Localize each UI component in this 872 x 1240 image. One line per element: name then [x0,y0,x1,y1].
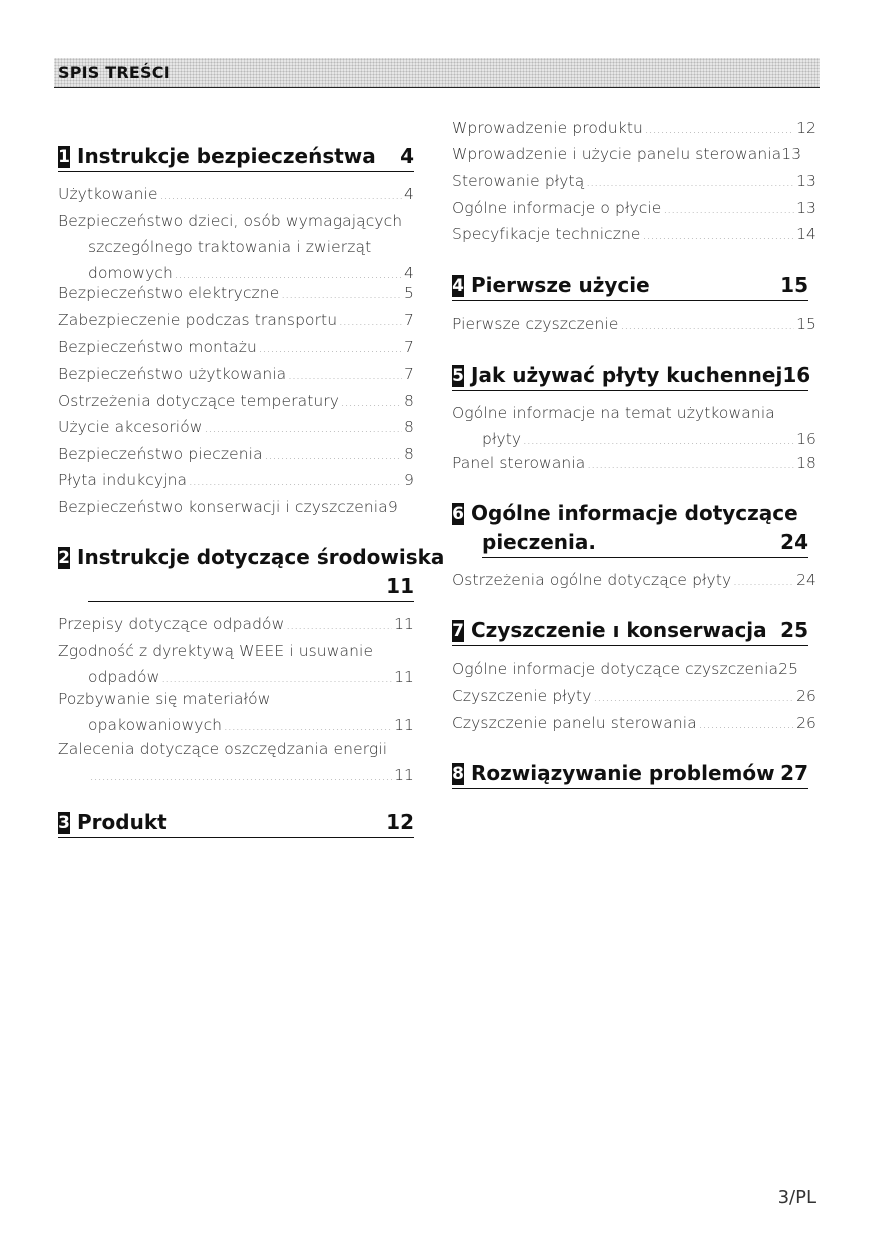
entry-label: Użycie akcesoriów [58,418,203,436]
section-page: 4 [400,144,414,168]
section-page: 11 [386,574,414,598]
entry-label: Bezpieczeństwo pieczenia [58,445,263,463]
dot-leader [663,197,794,223]
entry-label: opakowaniowych [88,716,223,734]
entry-label: płyty [482,430,522,448]
dot-leader [90,764,392,790]
section-number-badge: 2 [58,548,70,568]
toc-header-bar [54,58,820,88]
toc-entry[interactable] [58,181,414,209]
dot-leader [281,282,402,308]
toc-title: SPIS TREŚCI [58,63,170,82]
section-title: Instrukcje dotyczące środowiska [77,545,445,569]
entry-label: Przepisy dotyczące odpadów [58,615,285,633]
entry-label: Bezpieczeństwo dzieci, osób wymagających [58,212,403,230]
section-number-badge: 7 [452,621,464,641]
toc-entry[interactable] [58,307,414,335]
toc-entry[interactable] [58,686,414,740]
entry-page: 24 [796,571,816,589]
toc-entry[interactable] [452,195,816,223]
section-title-cont: pieczenia. [482,530,596,554]
entry-label: odpadów [88,668,160,686]
dot-leader [643,223,794,249]
dot-leader [645,117,794,143]
toc-entry[interactable] [58,388,414,416]
entry-page: 4 [404,185,414,203]
toc-entry[interactable] [58,414,414,442]
entry-page: 16 [796,430,816,448]
section-title: Jak używać płyty kuchennej [471,363,783,387]
entry-label: Ogólne informacje na temat użytkowania [452,404,775,422]
section-title: Ogólne informacje dotyczące [471,501,798,525]
section-heading-5[interactable] [452,361,811,391]
entry-label: Bezpieczeństwo konserwacji i czyszczenia [58,498,388,516]
entry-page: 11 [394,668,414,686]
entry-label: Ogólne informacje dotyczące czyszczenia [452,660,779,678]
section-heading-6[interactable] [452,499,808,558]
section-number-badge: 3 [58,813,70,833]
toc-entry[interactable] [452,311,816,339]
section-page: 27 [780,761,808,785]
section-title: Rozwiązywanie problemów [471,761,775,785]
section-title: Instrukcje bezpieczeństwa [77,144,376,168]
entry-page: 8 [404,445,414,463]
section-page: 12 [386,810,414,834]
toc-entry[interactable] [58,208,414,288]
dot-leader [341,390,402,416]
toc-entry[interactable] [58,361,414,389]
section-number-badge: 5 [452,366,464,386]
toc-entry[interactable] [58,736,414,790]
entry-label: Pozbywanie się materiałów [58,690,271,708]
toc-entry[interactable] [452,567,816,595]
entry-page: 26 [796,714,816,732]
toc-entry[interactable] [58,638,414,692]
toc-entry[interactable] [58,441,414,469]
section-heading-7[interactable] [452,616,808,646]
toc-entry[interactable] [452,141,816,167]
entry-page: 11 [394,716,414,734]
entry-label: Czyszczenie panelu sterowania [452,714,697,732]
entry-page: 12 [796,119,816,137]
toc-entry[interactable] [452,168,816,196]
section-heading-4[interactable] [452,271,808,301]
entry-page: 13 [796,172,816,190]
entry-page: 9 [387,498,398,516]
entry-label: Ogólne informacje o płycie [452,199,662,217]
toc-entry[interactable] [58,494,414,520]
entry-label: Wprowadzenie produktu [452,119,643,137]
section-title: Pierwsze użycie [471,273,650,297]
entry-label: Bezpieczeństwo montażu [58,338,257,356]
entry-page: 15 [796,315,816,333]
entry-label: Zgodność z dyrektywą WEEE i usuwanie [58,642,374,660]
entry-page: 7 [404,338,414,356]
entry-label: Zabezpieczenie podczas transportu [58,311,338,329]
entry-label: Sterowanie płytą [452,172,585,190]
entry-page: 9 [404,471,414,489]
entry-label: Ostrzeżenia dotyczące temperatury [58,392,340,410]
entry-page: 5 [404,284,414,302]
toc-entry[interactable] [452,683,816,711]
toc-entry[interactable] [452,221,816,249]
dot-leader [265,443,402,469]
entry-page: 26 [796,687,816,705]
section-page: 25 [780,618,808,642]
entry-page: 8 [404,418,414,436]
entry-label: Zalecenia dotyczące oszczędzania energii [58,740,388,758]
entry-label: Pierwsze czyszczenie [452,315,619,333]
entry-page: 18 [796,454,816,472]
dot-leader [594,685,795,711]
section-number-badge: 1 [58,147,70,167]
section-title: Czyszczenie ı konserwacja [471,618,767,642]
section-page: 15 [780,273,808,297]
entry-label: Bezpieczeństwo elektryczne [58,284,280,302]
entry-page: 4 [404,264,414,282]
section-number-badge: 6 [452,504,464,524]
section-page: 16 [782,363,811,387]
entry-page: 7 [404,311,414,329]
dot-leader [587,452,794,478]
toc-entry[interactable] [58,467,414,495]
section-title: Produkt [77,810,167,834]
entry-page: 25 [778,660,799,678]
section-page: 24 [780,530,808,554]
entry-label: Bezpieczeństwo użytkowania [58,365,287,383]
entry-page: 14 [796,225,816,243]
toc-entry[interactable] [58,334,414,362]
entry-page: 8 [404,392,414,410]
entry-label: Panel sterowania [452,454,586,472]
entry-label: szczególnego traktowania i zwierząt [88,238,372,256]
entry-page: 11 [394,766,414,784]
dot-leader [733,569,794,595]
section-heading-1[interactable] [58,142,414,172]
dot-leader [339,309,402,335]
entry-label: domowych [88,264,173,282]
dot-leader [160,183,402,209]
dot-leader [189,469,402,495]
entry-label: Specyfikacje techniczne [452,225,641,243]
dot-leader [205,416,402,442]
toc-entry[interactable] [58,280,414,308]
entry-page: 11 [394,615,414,633]
toc-entry[interactable] [58,611,414,639]
dot-leader [286,613,392,639]
dot-leader [699,712,794,738]
entry-label: Czyszczenie płyty [452,687,592,705]
section-heading-8[interactable] [452,759,808,789]
entry-page: 13 [781,145,802,163]
toc-entry[interactable] [452,115,816,143]
toc-entry[interactable] [452,710,816,738]
dot-leader [620,313,794,339]
dot-leader [259,336,402,362]
section-number-badge: 8 [452,764,464,784]
entry-label: Wprowadzenie i użycie panelu sterowania [452,145,782,163]
entry-label: Użytkowanie [58,185,158,203]
entry-page: 7 [404,365,414,383]
toc-entry[interactable] [452,400,816,454]
entry-page: 13 [796,199,816,217]
toc-entry[interactable] [452,656,816,682]
section-heading-2[interactable] [58,543,445,602]
toc-entry[interactable] [452,450,816,478]
entry-label: Płyta indukcyjna [58,471,188,489]
dot-leader [288,363,402,389]
page-number-footer: 3/PL [777,1187,816,1208]
dot-leader [586,170,794,196]
section-heading-3[interactable] [58,808,414,838]
section-number-badge: 4 [452,276,464,296]
entry-label: Ostrzeżenia ogólne dotyczące płyty [452,571,732,589]
